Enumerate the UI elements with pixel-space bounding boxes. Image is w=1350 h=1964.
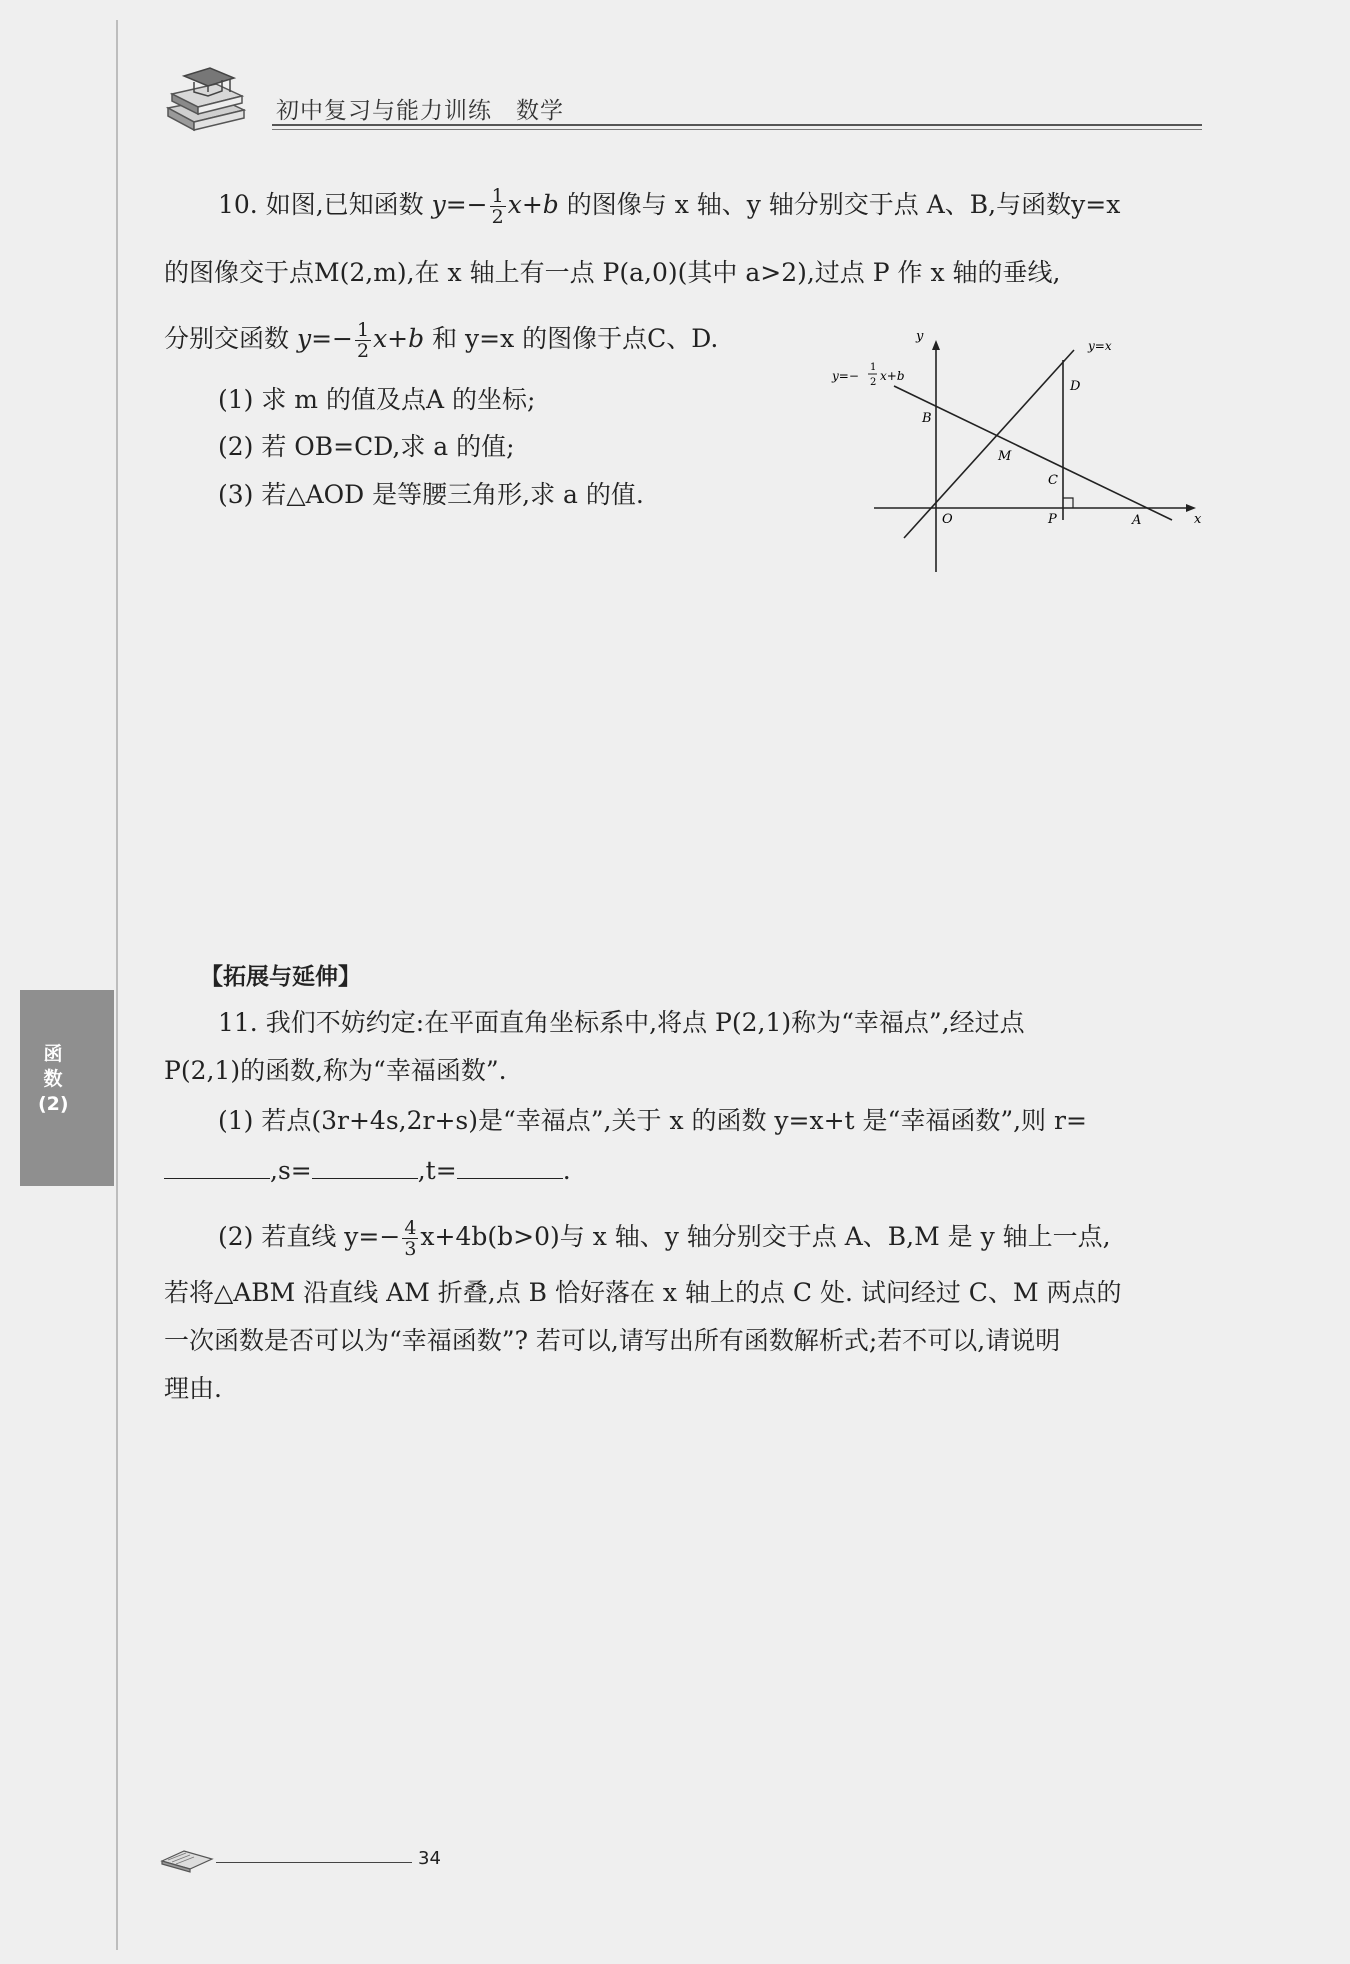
- q11-line-2: P(2,1)的函数,称为“幸福函数”.: [164, 1056, 507, 1085]
- q11-line-1: 11. 我们不妨约定:在平面直角坐标系中,将点 P(2,1)称为“幸福点”,经过点: [218, 1008, 1025, 1037]
- chapter-side-tab-label: [38, 1042, 68, 1117]
- q11-label-t: ,t=: [417, 1156, 457, 1185]
- line1-label-den: 2: [870, 377, 877, 388]
- point-c-label: C: [1048, 473, 1058, 488]
- q10-subquestion-3: (3) 若△AOD 是等腰三角形,求 a 的值.: [218, 480, 644, 509]
- answer-blank-t[interactable]: [457, 1156, 563, 1179]
- line1-label-pre: y=−: [832, 369, 859, 383]
- side-tab-line-1: 函: [43, 1043, 63, 1065]
- q11-part1-end: .: [562, 1156, 571, 1185]
- fraction-half: [490, 186, 506, 227]
- footer-book-icon: [158, 1843, 216, 1873]
- line1-label-post: x+b: [880, 369, 905, 383]
- section-title-extension: 【拓展与延伸】: [200, 964, 361, 990]
- line-y-equals-x: [904, 350, 1074, 538]
- frac-den: 2: [356, 340, 370, 362]
- q10-line3-eq-post: x+b: [373, 324, 425, 353]
- point-d-label: D: [1070, 379, 1081, 394]
- point-m-label: M: [998, 449, 1012, 464]
- q10-line-3: [164, 320, 718, 361]
- q10-subquestion-1: (1) 求 m 的值及点A 的坐标;: [218, 385, 536, 414]
- answer-blank-s[interactable]: [312, 1156, 418, 1179]
- q10-subquestion-2: (2) 若 OB=CD,求 a 的值;: [218, 432, 515, 461]
- q11-part1-line-1: (1) 若点(3r+4s,2r+s)是“幸福点”,关于 x 的函数 y=x+t 是“幸福函数”,则 r=: [218, 1106, 1087, 1135]
- q10-line3-text: 分别交函数: [164, 324, 297, 353]
- point-a-label: A: [1132, 513, 1142, 528]
- header-rule: [272, 124, 1202, 126]
- q11-p2-pre: (2) 若直线 y=−: [218, 1222, 401, 1251]
- point-b-label: B: [922, 411, 932, 426]
- line1-label-num: 1: [870, 362, 877, 373]
- q10-coordinate-figure: [826, 320, 1216, 580]
- frac-num: 4: [404, 1217, 417, 1239]
- book-title: 初中复习与能力训练 数学: [276, 98, 564, 124]
- fraction-half: [355, 320, 371, 361]
- q11-part2-line-4: 理由.: [164, 1374, 222, 1403]
- footer-rule: [216, 1862, 412, 1863]
- line2-label: y=x: [1088, 339, 1112, 353]
- frac-den: 2: [491, 206, 504, 228]
- book-stack-logo-icon: [158, 58, 250, 138]
- q10-line-2: 的图像交于点M(2,m),在 x 轴上有一点 P(a,0)(其中 a>2),过点 P 作 x 轴的垂线,: [164, 258, 1061, 287]
- frac-den: 3: [404, 1238, 417, 1260]
- y-axis-arrow-icon: [932, 340, 940, 350]
- x-axis-arrow-icon: [1186, 504, 1196, 512]
- q10-line3-eq-pre: y=−: [296, 324, 353, 353]
- frac-num: 1: [356, 319, 370, 341]
- q10-line1-text-b: 的图像与 x 轴、y 轴分别交于点 A、B,与函数y=x: [558, 190, 1121, 219]
- q11-part2-line-2: 若将△ABM 沿直线 AM 折叠,点 B 恰好落在 x 轴上的点 C 处. 试问经过 C、M 两点的: [164, 1278, 1122, 1307]
- frac-num: 1: [491, 185, 504, 207]
- right-angle-mark: [1063, 498, 1073, 508]
- q10-eq-post: x+b: [507, 190, 559, 219]
- y-axis-label: y: [916, 329, 924, 344]
- q10-line-1: [218, 186, 1120, 227]
- q10-line1-text: 10. 如图,已知函数: [218, 190, 432, 219]
- q11-label-s: ,s=: [270, 1156, 312, 1185]
- point-o-label: O: [942, 512, 953, 527]
- page-number: 34: [418, 1848, 441, 1869]
- point-p-label: P: [1048, 512, 1057, 527]
- side-tab-line-2: 数: [43, 1068, 63, 1090]
- header-rule-thin: [272, 129, 1202, 130]
- q10-line3-text-b: 和 y=x 的图像于点C、D.: [424, 324, 719, 353]
- x-axis-label: x: [1194, 512, 1202, 527]
- answer-blank-r[interactable]: [164, 1156, 270, 1179]
- fraction-four-thirds: [402, 1218, 418, 1259]
- q10-eq-pre: y=−: [431, 190, 488, 219]
- q11-part2-line-3: 一次函数是否可以为“幸福函数”? 若可以,请写出所有函数解析式;若不可以,请说明: [164, 1326, 1061, 1355]
- gutter-line: [116, 20, 118, 1950]
- side-tab-line-3: (2): [38, 1093, 69, 1115]
- q11-p2-post: x+4b(b>0)与 x 轴、y 轴分别交于点 A、B,M 是 y 轴上一点,: [420, 1222, 1111, 1251]
- q11-part2-line-1: [218, 1218, 1111, 1259]
- q11-part1-line-2: [164, 1156, 571, 1186]
